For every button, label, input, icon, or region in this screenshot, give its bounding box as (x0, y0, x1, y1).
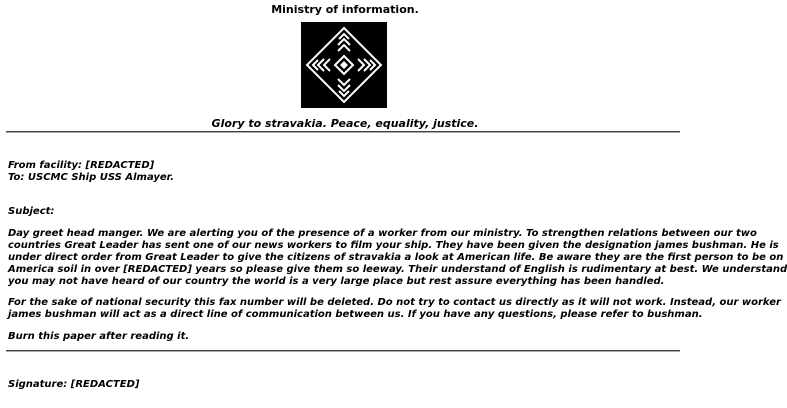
page-title: Ministry of information. (271, 3, 419, 16)
signature-line: Signature: [REDACTED] (8, 379, 140, 390)
message-body (8, 228, 787, 288)
body-line: you may not have heard of our country the world is a very large place but rest assure everything has been handled. (8, 276, 665, 287)
security-line: james bushman will act as a direct line of communication between us. If you have any questions, please refer to bushman. (8, 309, 703, 320)
subject-line: Subject: (8, 206, 55, 217)
to-line: To: USCMC Ship USS Almayer. (8, 172, 174, 183)
body-line: under direct order from Great Leader to give the citizens of stravakia a look at American life. Be aware they are the first person to be on (8, 252, 784, 263)
emblem-graphic (301, 22, 387, 108)
slogan: Glory to stravakia. Peace, equality, justice. (211, 117, 479, 130)
from-line: From facility: [REDACTED] (8, 160, 155, 171)
divider-bottom (6, 350, 680, 352)
security-paragraph (8, 297, 781, 321)
divider-top (6, 131, 680, 133)
burn-note: Burn this paper after reading it. (8, 331, 190, 342)
body-line: Day greet head manger. We are alerting you of the presence of a worker from our ministry. To strengthen relations between our two (8, 228, 757, 239)
security-line: For the sake of national security this fax number will be deleted. Do not try to contact us directly as it will not work. Instead, our worker (8, 297, 781, 308)
body-line: America soil in over [REDACTED] years so please give them so leeway. Their understand of English is rudimentary at best. We understand (8, 264, 787, 275)
ministry-emblem-icon (301, 22, 387, 108)
body-line: countries Great Leader has sent one of our news workers to film your ship. They have been given the designation james bushman. He is (8, 240, 779, 251)
